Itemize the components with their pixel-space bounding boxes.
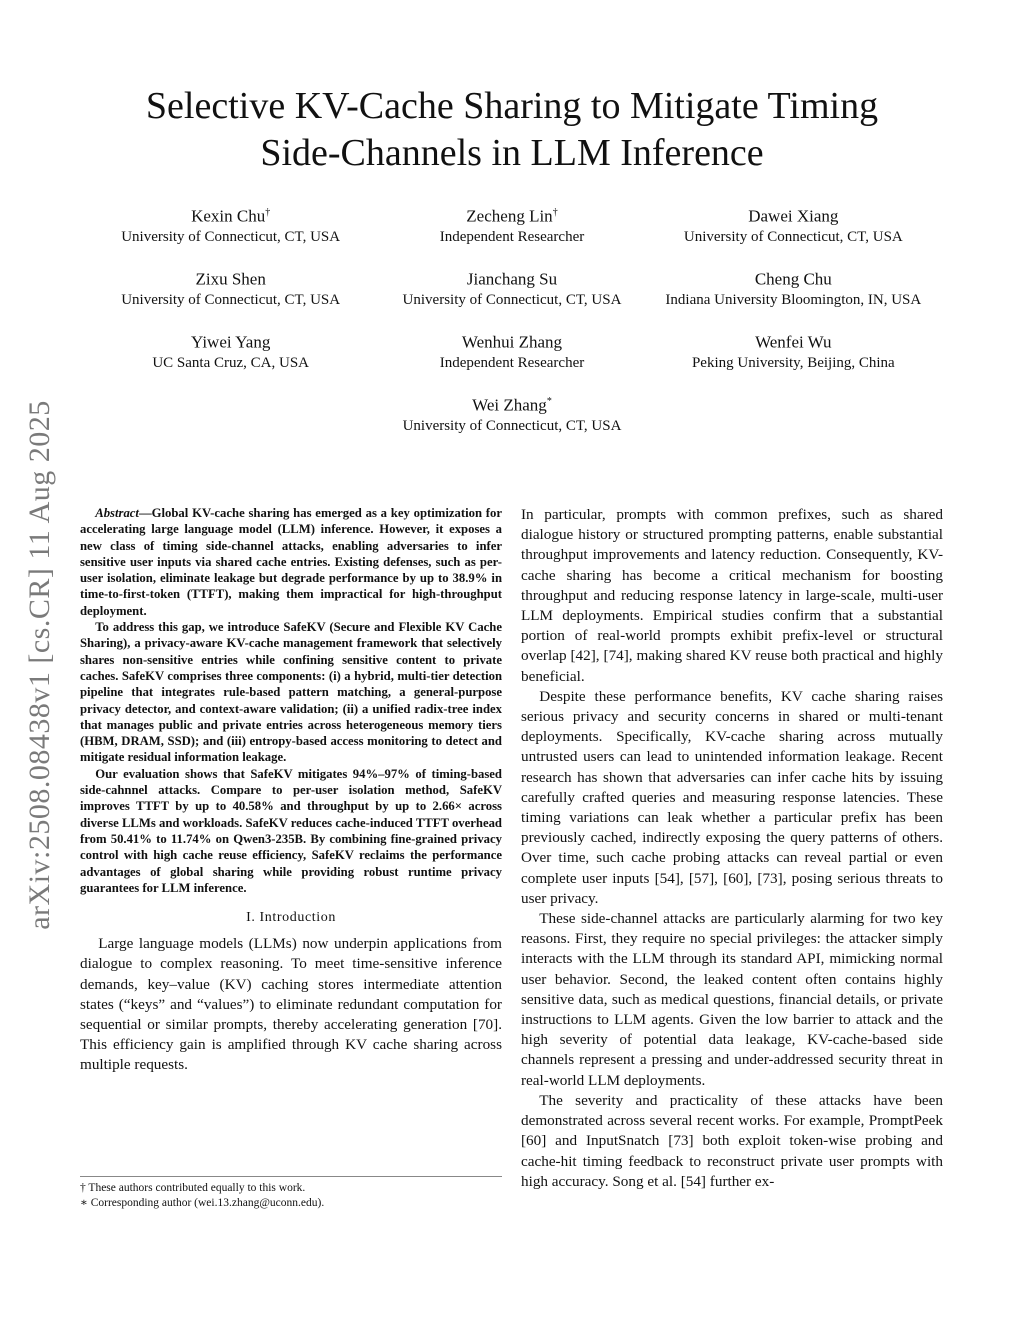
paper-title bbox=[90, 83, 934, 177]
right-paragraph-4: The severity and practicality of these attacks have been demonstrated across several recent works. For example, PromptPeek [60] and InputSnatch [73] both exploit token-wise probing and cache-hit timing feedback to reconstruct private user prompts with high accuracy. Song et al. [54] further ex- bbox=[521, 1091, 943, 1190]
arxiv-stamp-text: arXiv:2508.08438v1 [cs.CR] 11 Aug 2025 bbox=[23, 400, 56, 930]
author-name: Cheng Chu bbox=[754, 269, 832, 289]
author-block bbox=[654, 202, 933, 247]
author-name: Wei Zhang* bbox=[472, 395, 552, 415]
author-name: Wenfei Wu bbox=[755, 332, 832, 352]
abstract-paragraph-1: Abstract—Global KV-cache sharing has emerged as a key optimization for accelerating large language model (LLM) inference. However, it exposes a new class of timing side-channel attacks, enabling adversaries to infer sensitive user inputs via shared cache entries. Existing defenses, such as per-user isolation, eliminate leakage but degrade performance by up to 38.9% in time-to-first-token (TTFT), making them impractical for high-throughput deployment. bbox=[80, 506, 502, 618]
author-name: Kexin Chu† bbox=[191, 206, 271, 226]
author-block bbox=[373, 328, 652, 373]
author-block bbox=[91, 202, 370, 247]
right-paragraph-3: These side-channel attacks are particularly alarming for two key reasons. First, they require no special privileges: the attacker simply interacts with the LLM through its standard API, mimicking normal user behavior. Second, the leaked content often contains highly sensitive data, such as medical questions, financial details, or private instructions to LLM agents. Given the low barrier to attack and the high severity of potential data leakage, KV-cache-based side channels represent a pressing and under-addressed security threat in real-world LLM deployments. bbox=[521, 910, 943, 1089]
author-block bbox=[91, 328, 370, 373]
right-body bbox=[521, 505, 943, 1192]
right-column bbox=[521, 505, 943, 1192]
author-affiliation: University of Connecticut, CT, USA bbox=[121, 291, 341, 308]
abstract-label: Abstract bbox=[95, 506, 139, 520]
author-block bbox=[654, 328, 933, 373]
right-paragraph-1: In particular, prompts with common prefixes, such as shared dialogue history or structured prompting patterns, enable substantial throughput improvements and latency reduction. Consequently, KV-cache sharing has become a critical mechanism for boosting throughput and reducing response latency in large-scale, multi-user LLM deployments. Empirical studies confirm that a substantial portion of real-world prompts exhibit prefix-level or structural overlap [42], [74], making shared KV reuse both practical and highly beneficial. bbox=[521, 506, 943, 685]
author-affiliation: University of Connecticut, CT, USA bbox=[402, 291, 622, 308]
author-row-2 bbox=[90, 265, 934, 310]
footnote-equal-contribution: † These authors contributed equally to this work. bbox=[80, 1182, 306, 1194]
author-affiliation: UC Santa Cruz, CA, USA bbox=[152, 354, 309, 371]
author-affiliation: Indiana University Bloomington, IN, USA bbox=[665, 291, 922, 308]
author-name: Dawei Xiang bbox=[748, 206, 839, 226]
author-block bbox=[90, 391, 934, 436]
author-block bbox=[373, 202, 652, 247]
author-name: Zecheng Lin† bbox=[466, 206, 558, 226]
author-affiliation: Independent Researcher bbox=[439, 354, 585, 371]
author-block bbox=[654, 265, 933, 310]
author-name: Wenhui Zhang bbox=[461, 332, 563, 352]
footnotes bbox=[80, 1176, 502, 1211]
author-name: Yiwei Yang bbox=[190, 332, 271, 352]
author-affiliation: University of Connecticut, CT, USA bbox=[121, 228, 341, 245]
author-row-1 bbox=[90, 202, 934, 247]
author-affiliation: Independent Researcher bbox=[439, 228, 585, 245]
author-row-3 bbox=[90, 328, 934, 373]
author-affiliation: University of Connecticut, CT, USA bbox=[683, 228, 903, 245]
abstract-paragraph-2: To address this gap, we introduce SafeKV (Secure and Flexible KV Cache Sharing), a privacy-aware KV-cache management framework that selectively shares non-sensitive entries while confining sensitive content to private caches. SafeKV comprises three components: (i) a hybrid, multi-tier detection pipeline that integrates rule-based pattern matching, a general-purpose privacy detector, and context-aware validation; (ii) a unified radix-tree index that manages public and private entries across heterogeneous memory tiers (HBM, DRAM, SSD); and (iii) entropy-based access monitoring to detect and mitigate residual information leakage. bbox=[80, 620, 502, 765]
intro-body bbox=[80, 934, 502, 1075]
author-name: Jianchang Su bbox=[466, 269, 558, 289]
abstract-paragraph-3: Our evaluation shows that SafeKV mitigates 94%–97% of timing-based side-cahnnel attacks. Compare to per-user isolation method, SafeKV improves TTFT by up to 40.58% and throughput by up to 2.66× across diverse LLMs and workloads. SafeKV reduces cache-induced TTFT overhead from 50.41% to 11.74% on Qwen3-235B. By combining fine-grained privacy control with high cache reuse efficiency, SafeKV reclaims the performance advantages of global sharing while providing robust runtime privacy guarantees for LLM inference. bbox=[80, 766, 502, 895]
author-name: Zixu Shen bbox=[195, 269, 266, 289]
title-line-1: Selective KV-Cache Sharing to Mitigate Timing bbox=[145, 85, 879, 127]
arxiv-stamp bbox=[18, 370, 62, 960]
section-heading-introduction: I. Introduction bbox=[246, 910, 336, 926]
title-line-2: Side-Channels in LLM Inference bbox=[260, 132, 764, 174]
author-block bbox=[91, 265, 370, 310]
intro-paragraph-1: Large language models (LLMs) now underpin applications from dialogue to complex reasoning. To meet time-sensitive inference demands, key–value (KV) caching stores intermediate attention states (“keys” and “values”) to eliminate redundant computation for sequential or similar prompts, thereby accelerating generation [70]. This efficiency gain is amplified through KV cache sharing across multiple requests. bbox=[80, 935, 502, 1074]
author-affiliation: Peking University, Beijing, China bbox=[691, 354, 895, 371]
author-row-4 bbox=[90, 391, 934, 436]
abstract bbox=[80, 505, 502, 896]
author-affiliation: University of Connecticut, CT, USA bbox=[402, 417, 622, 434]
right-paragraph-2: Despite these performance benefits, KV cache sharing raises serious privacy and security concerns in shared or multi-tenant deployments. Specifically, KV-cache sharing across mutually untrusted users can lead to unintended information leakage. Recent research has shown that adversaries can infer cache hits by issuing carefully crafted queries and measuring response latencies. These timing variations can leak whether a particular prefix has been previously cached, indirectly exposing the query patterns of others. Over time, such cache probing attacks can reveal partial or even complete user inputs [54], [57], [60], [73], posing serious threats to user privacy. bbox=[521, 687, 943, 907]
author-block bbox=[373, 265, 652, 310]
footnote-corresponding-author: ∗ Corresponding author (wei.13.zhang@uconn.edu). bbox=[80, 1197, 325, 1209]
left-column bbox=[80, 505, 502, 1076]
